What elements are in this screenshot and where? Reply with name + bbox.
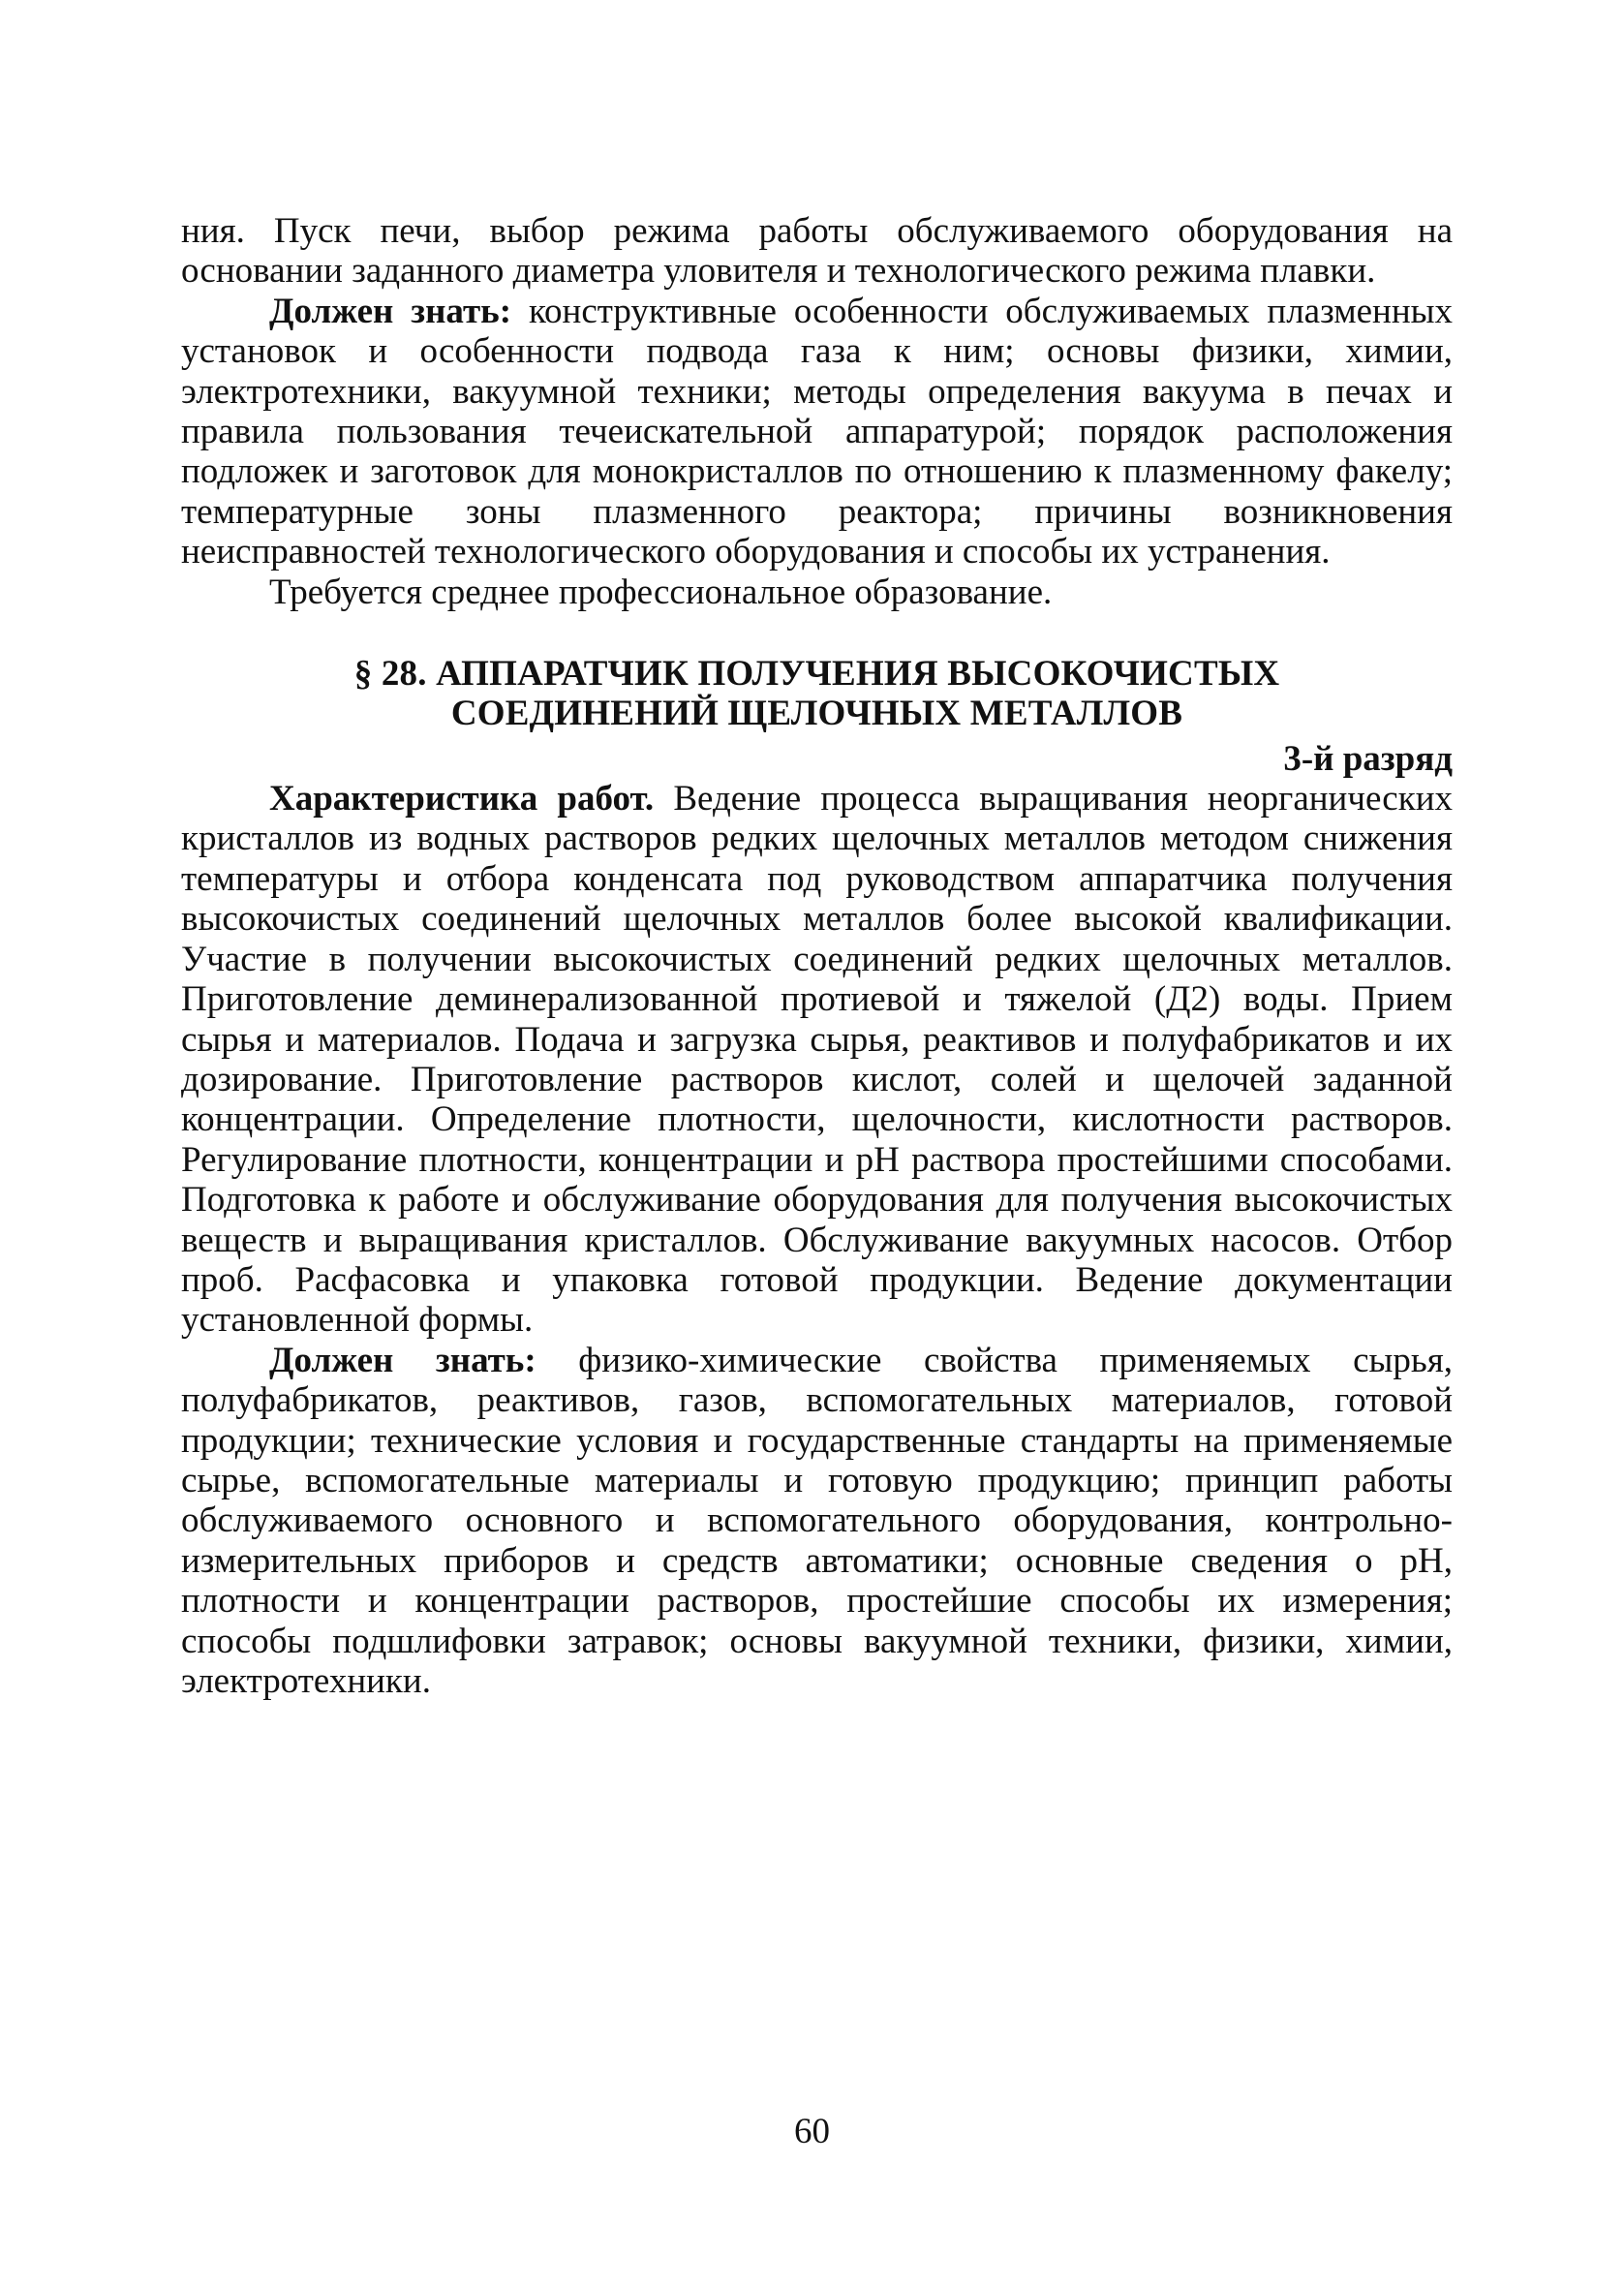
work-description-paragraph [181,779,1453,1341]
section-title-line-2: СОЕДИНЕНИЙ ЩЕЛОЧНЫХ МЕТАЛЛОВ [450,694,1183,734]
page-body [181,211,1453,1701]
intro-continuation-text: ния. Пуск печи, выбор режима работы обслуживаемого оборудования на основании заданного диаметра уловителя и технологического режима плавки. [181,211,1453,292]
intro-must-know-text: конструктивные особенности обслуживаемых плазменных установок и особенности подвода газа к ним; основы физики, химии, электротехники, вакуумной техники; методы определения вакуума в печах и правила пользования течеискательной аппаратурой; порядок расположения подложек и заготовок для монокристаллов по отношению к плазменному факелу; температурные зоны плазменного реактора; причины возникновения неисправностей технологического оборудования и способы их устранения. [181,291,1453,572]
intro-must-know-label: Должен знать: [269,291,512,331]
section-title [181,654,1453,733]
grade-label: 3-й разряд [1283,739,1453,780]
education-requirement-text: Требуется среднее профессиональное образование. [269,572,1053,612]
work-description-text: Ведение процесса выращивания неорганических кристаллов из водных растворов редких щелочных металлов методом снижения температуры и отбора конденсата под руководством аппаратчика получения высокочистых соединений щелочных металлов более высокой квалификации. Участие в получении высокочистых соединений редких щелочных металлов. Приготовление деминерализованной протиевой и тяжелой (Д2) воды. Прием сырья и материалов. Подача и загрузка сырья, реактивов и полуфабрикатов и их дозирование. Приготовление растворов кислот, солей и щелочей заданной концентрации. Определение плотности, щелочности, кислотности растворов. Регулирование плотности, концентрации и рН раствора простейшими способами. Подготовка к работе и обслуживание оборудования для получения высокочистых веществ и выращивания кристаллов. Обслуживание вакуумных насосов. Отбор проб. Расфасовка и упаковка готовой продукции. Ведение документации установленной формы. [181,779,1453,1341]
education-requirement [181,572,1453,612]
page-number: 60 [794,2112,830,2151]
section-must-know-label: Должен знать: [269,1340,536,1380]
section-must-know-text: физико-химические свойства применяемых сырья, полуфабрикатов, реактивов, газов, вспомогательных материалов, готовой продукции; технические условия и государственные стандарты на применяемые сырье, вспомогательные материалы и готовую продукцию; принцип работы обслуживаемого основного и вспомогательного оборудования, контрольно-измерительных приборов и средств автоматики; основные сведения о рН, плотности и концентрации растворов, простейшие способы их измерения; способы подшлифовки затравок; основы вакуумной техники, физики, химии, электротехники. [181,1340,1454,1701]
section-must-know-paragraph [181,1341,1453,1702]
section-title-line-1: § 28. АППАРАТЧИК ПОЛУЧЕНИЯ ВЫСОКОЧИСТЫХ [353,654,1280,695]
work-description-label: Характеристика работ. [269,779,655,819]
intro-continuation-paragraph [181,211,1453,292]
intro-must-know-paragraph [181,292,1453,572]
